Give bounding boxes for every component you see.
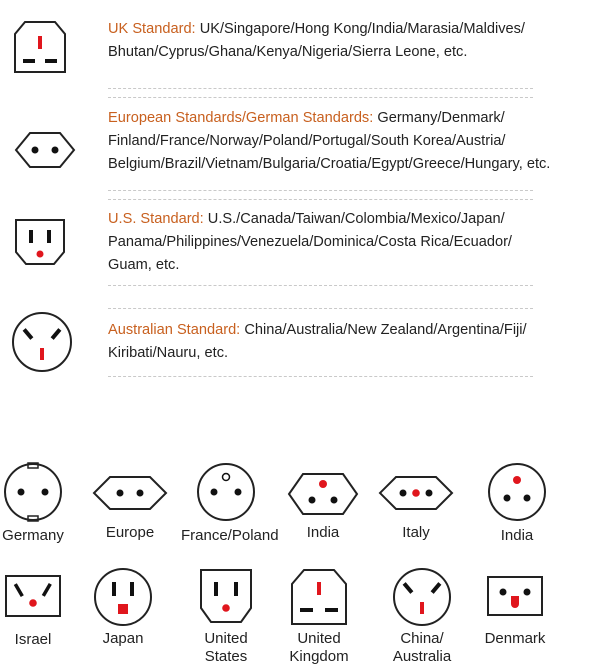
divider xyxy=(108,199,533,200)
divider xyxy=(108,285,533,286)
plug-label: Germany xyxy=(2,527,64,544)
italy-plug-icon xyxy=(376,472,456,514)
india-round-plug-icon xyxy=(485,460,549,524)
standard-title: Australian Standard: xyxy=(108,322,241,338)
standard-countries-line: Bhutan/Cyprus/Ghana/Kenya/Nigeria/Sierra Leone, etc. xyxy=(108,44,468,60)
plug-label: Israel xyxy=(14,631,52,648)
standard-countries: China/Australia/New Zealand/Argentina/Fiji/ xyxy=(244,322,527,338)
plug-italy xyxy=(371,472,461,542)
us-socket-icon xyxy=(10,212,70,272)
standard-countries-line: Finland/France/Norway/Poland/Portugal/South Korea/Austria/ xyxy=(108,133,506,149)
plug-label: China/ xyxy=(400,630,444,647)
divider xyxy=(108,190,533,191)
plug-label: Europe xyxy=(105,524,155,541)
india-3pin-plug-icon xyxy=(285,470,361,518)
plug-india-3pin xyxy=(278,470,368,542)
plug-israel xyxy=(0,573,78,649)
standard-countries-line: Panama/Philippines/Venezuela/Dominica/Costa Rica/Ecuador/ xyxy=(108,234,512,250)
plug-china-australia xyxy=(377,566,467,666)
standard-countries: U.S./Canada/Taiwan/Colombia/Mexico/Japan/ xyxy=(207,211,505,227)
germany-plug-icon xyxy=(1,460,65,524)
uk-plug-icon xyxy=(288,566,350,628)
plug-label: Italy xyxy=(402,524,430,541)
plug-united-states xyxy=(181,566,271,666)
plug-label: Japan xyxy=(102,630,144,647)
plug-label: India xyxy=(306,524,340,541)
plug-label: United xyxy=(297,630,341,647)
plug-label: Australia xyxy=(392,648,452,665)
us-plug-icon xyxy=(196,566,256,628)
eu-socket-icon xyxy=(10,125,70,185)
standard-countries-line: Guam, etc. xyxy=(108,257,180,273)
divider xyxy=(108,97,533,98)
divider xyxy=(108,308,533,309)
denmark-plug-icon xyxy=(485,574,545,618)
standard-title: European Standards/German Standards: xyxy=(108,110,374,126)
plug-label: Denmark xyxy=(484,630,546,647)
japan-plug-icon xyxy=(92,566,154,628)
plug-label: India xyxy=(500,527,534,544)
plug-united-kingdom xyxy=(274,566,364,666)
standard-countries-line: Belgium/Brazil/Vietnam/Bulgaria/Croatia/Egypt/Greece/Hungary, etc. xyxy=(108,156,551,172)
plug-label: States xyxy=(204,648,248,665)
standard-countries: Germany/Denmark/ xyxy=(377,110,505,126)
au-socket-icon xyxy=(10,310,70,370)
uk-socket-icon xyxy=(10,14,70,74)
standard-countries: UK/Singapore/Hong Kong/India/Marasia/Maldives/ xyxy=(199,21,525,37)
standard-title: UK Standard: xyxy=(108,21,196,37)
standard-countries-line: Kiribati/Nauru, etc. xyxy=(108,345,229,361)
plug-label: France/Poland xyxy=(181,527,279,544)
israel-plug-icon xyxy=(3,573,63,619)
standard-title: U.S. Standard: xyxy=(108,211,204,227)
plug-india-round xyxy=(472,460,562,545)
divider xyxy=(108,88,533,89)
france-poland-plug-icon xyxy=(194,460,258,524)
plug-france-poland xyxy=(181,460,279,545)
plug-europe xyxy=(85,472,175,542)
plug-label: United xyxy=(204,630,248,647)
plug-germany xyxy=(0,460,78,545)
china-australia-plug-icon xyxy=(391,566,453,628)
europe-plug-icon xyxy=(90,472,170,514)
plug-denmark xyxy=(470,574,560,648)
plug-japan xyxy=(78,566,168,648)
plug-label: Kingdom xyxy=(289,648,349,665)
divider xyxy=(108,376,533,377)
